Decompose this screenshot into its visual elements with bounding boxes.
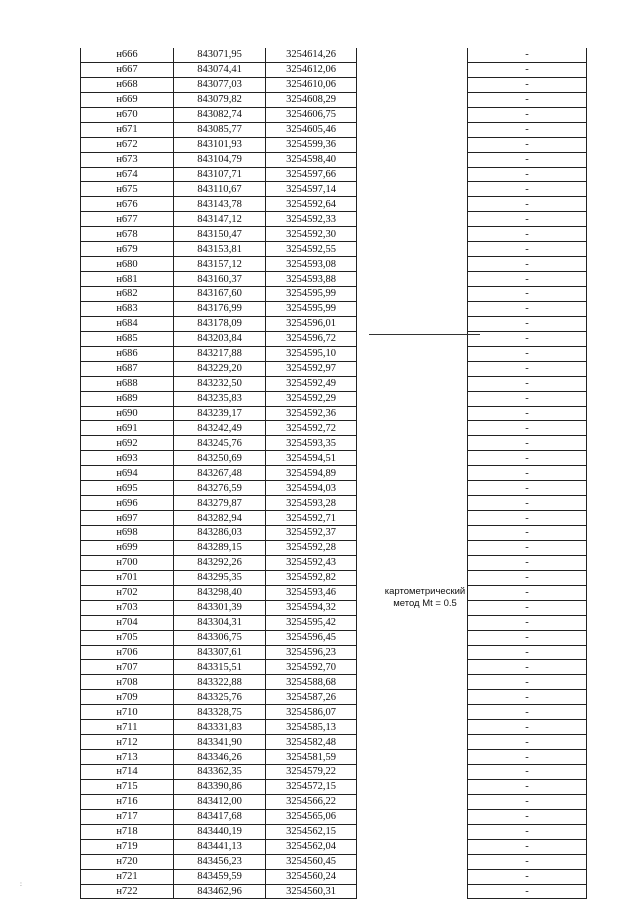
table-row [81,301,587,316]
point-id-cell: н681 [81,272,174,287]
point-id-cell: н691 [81,421,174,436]
x-coordinate-cell: 843235,83 [174,391,266,406]
point-id-cell: н668 [81,77,174,92]
table-row [81,167,587,182]
point-id-cell: н713 [81,750,174,765]
note-cell: - [468,346,587,361]
y-coordinate-cell: 3254610,06 [266,77,357,92]
y-coordinate-cell: 3254560,24 [266,869,357,884]
y-coordinate-cell: 3254593,88 [266,272,357,287]
note-cell: - [468,167,587,182]
table-row [81,48,587,62]
x-coordinate-cell: 843167,60 [174,287,266,302]
x-coordinate-cell: 843217,88 [174,346,266,361]
x-coordinate-cell: 843082,74 [174,107,266,122]
x-coordinate-cell: 843229,20 [174,361,266,376]
x-coordinate-cell: 843101,93 [174,137,266,152]
method-cell [357,48,468,899]
point-id-cell: н692 [81,436,174,451]
note-cell: - [468,287,587,302]
note-cell: - [468,794,587,809]
table-row [81,122,587,137]
point-id-cell: н669 [81,92,174,107]
table-row [81,735,587,750]
table-row [81,272,587,287]
x-coordinate-cell: 843459,59 [174,869,266,884]
x-coordinate-cell: 843147,12 [174,212,266,227]
note-cell: - [468,451,587,466]
x-coordinate-cell: 843245,76 [174,436,266,451]
note-cell: - [468,511,587,526]
point-id-cell: н679 [81,242,174,257]
point-id-cell: н699 [81,540,174,555]
table-row [81,451,587,466]
x-coordinate-cell: 843412,00 [174,794,266,809]
note-cell: - [468,540,587,555]
x-coordinate-cell: 843315,51 [174,660,266,675]
x-coordinate-cell: 843462,96 [174,884,266,899]
x-coordinate-cell: 843143,78 [174,197,266,212]
x-coordinate-cell: 843298,40 [174,585,266,600]
y-coordinate-cell: 3254579,22 [266,765,357,780]
point-id-cell: н704 [81,615,174,630]
note-cell: - [468,152,587,167]
method-line-2: метод Mt = 0.5 [393,598,457,609]
x-coordinate-cell: 843390,86 [174,779,266,794]
y-coordinate-cell: 3254592,29 [266,391,357,406]
note-cell: - [468,316,587,331]
note-cell: - [468,585,587,600]
table-row [81,436,587,451]
table-row [81,660,587,675]
y-coordinate-cell: 3254588,68 [266,675,357,690]
x-coordinate-cell: 843160,37 [174,272,266,287]
note-cell: - [468,750,587,765]
y-coordinate-cell: 3254595,42 [266,615,357,630]
y-coordinate-cell: 3254560,45 [266,854,357,869]
note-cell: - [468,854,587,869]
table-row [81,227,587,242]
table-row [81,555,587,570]
x-coordinate-cell: 843440,19 [174,824,266,839]
point-id-cell: н673 [81,152,174,167]
table-row [81,690,587,705]
note-cell: - [468,242,587,257]
x-coordinate-cell: 843232,50 [174,376,266,391]
point-id-cell: н675 [81,182,174,197]
x-coordinate-cell: 843085,77 [174,122,266,137]
y-coordinate-cell: 3254592,30 [266,227,357,242]
table-row [81,675,587,690]
x-coordinate-cell: 843304,31 [174,615,266,630]
point-id-cell: н718 [81,824,174,839]
y-coordinate-cell: 3254596,23 [266,645,357,660]
note-cell: - [468,137,587,152]
x-coordinate-cell: 843176,99 [174,301,266,316]
x-coordinate-cell: 843322,88 [174,675,266,690]
y-coordinate-cell: 3254598,40 [266,152,357,167]
x-coordinate-cell: 843341,90 [174,735,266,750]
point-id-cell: н705 [81,630,174,645]
y-coordinate-cell: 3254592,43 [266,555,357,570]
point-id-cell: н694 [81,466,174,481]
note-cell: - [468,690,587,705]
point-id-cell: н716 [81,794,174,809]
table-row [81,376,587,391]
y-coordinate-cell: 3254565,06 [266,809,357,824]
table-row [81,361,587,376]
method-line-1: картометрический [384,586,466,597]
x-coordinate-cell: 843456,23 [174,854,266,869]
point-id-cell: н697 [81,511,174,526]
point-id-cell: н683 [81,301,174,316]
table-row [81,809,587,824]
table-row [81,765,587,780]
x-coordinate-cell: 843417,68 [174,809,266,824]
x-coordinate-cell: 843282,94 [174,511,266,526]
note-cell: - [468,466,587,481]
point-id-cell: н690 [81,406,174,421]
note-cell: - [468,779,587,794]
table-row [81,750,587,765]
table-row [81,62,587,77]
note-cell: - [468,107,587,122]
x-coordinate-cell: 843295,35 [174,570,266,585]
y-coordinate-cell: 3254596,45 [266,630,357,645]
note-cell: - [468,212,587,227]
x-coordinate-cell: 843178,09 [174,316,266,331]
point-id-cell: н701 [81,570,174,585]
point-id-cell: н722 [81,884,174,899]
x-coordinate-cell: 843239,17 [174,406,266,421]
note-cell: - [468,496,587,511]
point-id-cell: н702 [81,585,174,600]
x-coordinate-cell: 843242,49 [174,421,266,436]
table-row [81,182,587,197]
table-row [81,212,587,227]
table-row [81,137,587,152]
point-id-cell: н688 [81,376,174,391]
note-cell: - [468,630,587,645]
table-row [81,481,587,496]
x-coordinate-cell: 843328,75 [174,705,266,720]
x-coordinate-cell: 843301,39 [174,600,266,615]
x-coordinate-cell: 843306,75 [174,630,266,645]
y-coordinate-cell: 3254562,04 [266,839,357,854]
point-id-cell: н670 [81,107,174,122]
note-cell: - [468,824,587,839]
x-coordinate-cell: 843331,83 [174,720,266,735]
note-cell: - [468,62,587,77]
table-row [81,540,587,555]
y-coordinate-cell: 3254593,35 [266,436,357,451]
y-coordinate-cell: 3254592,82 [266,570,357,585]
table-row [81,92,587,107]
point-id-cell: н709 [81,690,174,705]
y-coordinate-cell: 3254592,37 [266,526,357,541]
y-coordinate-cell: 3254592,36 [266,406,357,421]
table-row [81,570,587,585]
table-row [81,107,587,122]
note-cell: - [468,391,587,406]
point-id-cell: н698 [81,526,174,541]
point-id-cell: н680 [81,257,174,272]
y-coordinate-cell: 3254605,46 [266,122,357,137]
note-cell: - [468,92,587,107]
table-row [81,854,587,869]
note-cell: - [468,839,587,854]
y-coordinate-cell: 3254594,89 [266,466,357,481]
coordinates-table-body [81,48,587,899]
point-id-cell: н700 [81,555,174,570]
x-coordinate-cell: 843441,13 [174,839,266,854]
coordinates-table [80,48,587,899]
x-coordinate-cell: 843104,79 [174,152,266,167]
x-coordinate-cell: 843307,61 [174,645,266,660]
y-coordinate-cell: 3254587,26 [266,690,357,705]
y-coordinate-cell: 3254572,15 [266,779,357,794]
point-id-cell: н667 [81,62,174,77]
point-id-cell: н719 [81,839,174,854]
y-coordinate-cell: 3254592,70 [266,660,357,675]
note-cell: - [468,421,587,436]
point-id-cell: н714 [81,765,174,780]
table-row [81,615,587,630]
table-row [81,77,587,92]
y-coordinate-cell: 3254597,66 [266,167,357,182]
x-coordinate-cell: 843250,69 [174,451,266,466]
note-cell: - [468,182,587,197]
table-row [81,152,587,167]
point-id-cell: н676 [81,197,174,212]
y-coordinate-cell: 3254594,03 [266,481,357,496]
note-cell: - [468,765,587,780]
point-id-cell: н666 [81,48,174,62]
note-cell: - [468,301,587,316]
point-id-cell: н711 [81,720,174,735]
y-coordinate-cell: 3254595,99 [266,287,357,302]
point-id-cell: н685 [81,331,174,346]
y-coordinate-cell: 3254560,31 [266,884,357,899]
point-id-cell: н721 [81,869,174,884]
table-row [81,346,587,361]
x-coordinate-cell: 843325,76 [174,690,266,705]
y-coordinate-cell: 3254586,07 [266,705,357,720]
note-cell: - [468,406,587,421]
note-cell: - [468,197,587,212]
table-row [81,316,587,331]
table-row [81,242,587,257]
y-coordinate-cell: 3254592,97 [266,361,357,376]
table-row [81,331,587,346]
x-coordinate-cell: 843157,12 [174,257,266,272]
note-cell: - [468,331,587,346]
note-cell: - [468,705,587,720]
point-id-cell: н717 [81,809,174,824]
x-coordinate-cell: 843292,26 [174,555,266,570]
point-id-cell: н708 [81,675,174,690]
y-coordinate-cell: 3254592,64 [266,197,357,212]
note-cell: - [468,481,587,496]
note-cell: - [468,77,587,92]
x-coordinate-cell: 843150,47 [174,227,266,242]
table-row [81,406,587,421]
note-cell: - [468,809,587,824]
table-row [81,645,587,660]
y-coordinate-cell: 3254596,72 [266,331,357,346]
x-coordinate-cell: 843286,03 [174,526,266,541]
point-id-cell: н706 [81,645,174,660]
point-id-cell: н695 [81,481,174,496]
y-coordinate-cell: 3254595,10 [266,346,357,361]
x-coordinate-cell: 843289,15 [174,540,266,555]
y-coordinate-cell: 3254593,08 [266,257,357,272]
point-id-cell: н687 [81,361,174,376]
y-coordinate-cell: 3254594,51 [266,451,357,466]
table-row [81,466,587,481]
note-cell: - [468,884,587,899]
y-coordinate-cell: 3254596,01 [266,316,357,331]
y-coordinate-cell: 3254585,13 [266,720,357,735]
table-row [81,839,587,854]
y-coordinate-cell: 3254592,33 [266,212,357,227]
note-cell: - [468,272,587,287]
note-cell: - [468,361,587,376]
x-coordinate-cell: 843267,48 [174,466,266,481]
note-cell: - [468,660,587,675]
note-cell: - [468,376,587,391]
x-coordinate-cell: 843346,26 [174,750,266,765]
note-cell: - [468,675,587,690]
point-id-cell: н686 [81,346,174,361]
y-coordinate-cell: 3254592,28 [266,540,357,555]
point-id-cell: н715 [81,779,174,794]
point-id-cell: н712 [81,735,174,750]
table-row [81,511,587,526]
note-cell: - [468,48,587,62]
note-cell: - [468,257,587,272]
note-cell: - [468,645,587,660]
table-row [81,391,587,406]
point-id-cell: н677 [81,212,174,227]
point-id-cell: н672 [81,137,174,152]
x-coordinate-cell: 843153,81 [174,242,266,257]
x-coordinate-cell: 843079,82 [174,92,266,107]
table-row [81,421,587,436]
table-row [81,720,587,735]
point-id-cell: н678 [81,227,174,242]
table-row [81,705,587,720]
table-row [81,824,587,839]
point-id-cell: н703 [81,600,174,615]
x-coordinate-cell: 843110,67 [174,182,266,197]
x-coordinate-cell: 843107,71 [174,167,266,182]
x-coordinate-cell: 843362,35 [174,765,266,780]
y-coordinate-cell: 3254592,49 [266,376,357,391]
y-coordinate-cell: 3254594,32 [266,600,357,615]
margin-mark: : [20,880,22,888]
method-cell-divider [369,334,480,335]
y-coordinate-cell: 3254608,29 [266,92,357,107]
point-id-cell: н671 [81,122,174,137]
x-coordinate-cell: 843071,95 [174,48,266,62]
point-id-cell: н693 [81,451,174,466]
point-id-cell: н707 [81,660,174,675]
note-cell: - [468,615,587,630]
point-id-cell: н720 [81,854,174,869]
y-coordinate-cell: 3254614,26 [266,48,357,62]
point-id-cell: н684 [81,316,174,331]
note-cell: - [468,227,587,242]
table-row [81,600,587,615]
table-row [81,585,587,600]
note-cell: - [468,600,587,615]
y-coordinate-cell: 3254566,22 [266,794,357,809]
table-row [81,496,587,511]
x-coordinate-cell: 843077,03 [174,77,266,92]
table-row [81,630,587,645]
point-id-cell: н696 [81,496,174,511]
y-coordinate-cell: 3254593,28 [266,496,357,511]
table-row [81,257,587,272]
point-id-cell: н710 [81,705,174,720]
point-id-cell: н689 [81,391,174,406]
table-row [81,526,587,541]
table-row [81,197,587,212]
note-cell: - [468,570,587,585]
y-coordinate-cell: 3254612,06 [266,62,357,77]
note-cell: - [468,555,587,570]
table-row [81,287,587,302]
y-coordinate-cell: 3254592,55 [266,242,357,257]
y-coordinate-cell: 3254597,14 [266,182,357,197]
note-cell: - [468,122,587,137]
y-coordinate-cell: 3254592,71 [266,511,357,526]
table-row [81,779,587,794]
point-id-cell: н674 [81,167,174,182]
y-coordinate-cell: 3254595,99 [266,301,357,316]
note-cell: - [468,436,587,451]
x-coordinate-cell: 843074,41 [174,62,266,77]
y-coordinate-cell: 3254599,36 [266,137,357,152]
note-cell: - [468,869,587,884]
accuracy-method-label [372,586,478,610]
point-id-cell: н682 [81,287,174,302]
note-cell: - [468,720,587,735]
table-row [81,869,587,884]
y-coordinate-cell: 3254606,75 [266,107,357,122]
x-coordinate-cell: 843276,59 [174,481,266,496]
table-row [81,884,587,899]
x-coordinate-cell: 843279,87 [174,496,266,511]
note-cell: - [468,526,587,541]
y-coordinate-cell: 3254592,72 [266,421,357,436]
y-coordinate-cell: 3254581,59 [266,750,357,765]
y-coordinate-cell: 3254582,48 [266,735,357,750]
table-row [81,794,587,809]
x-coordinate-cell: 843203,84 [174,331,266,346]
note-cell: - [468,735,587,750]
y-coordinate-cell: 3254562,15 [266,824,357,839]
y-coordinate-cell: 3254593,46 [266,585,357,600]
